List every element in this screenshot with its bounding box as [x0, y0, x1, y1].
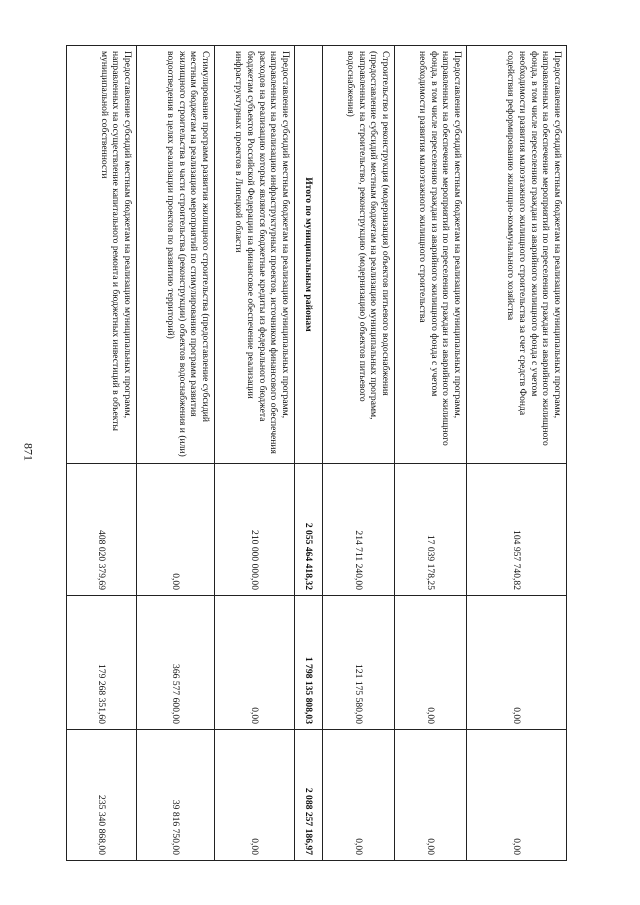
row-description: Предоставление субсидий местным бюджетам на реализацию муниципальных программ, направленных на обеспечение мероприятий по переселению граждан из аварийного жилищного фонда, в том числе переселению граждан из аварийного жилищного фонда с учетом необходимости развития малоэтажного жилищного строительства за счет средств Фонда содействия реформированию жилищно-коммунального хозяйства — [467, 46, 567, 464]
row-value-2: 121 175 580,00 — [323, 596, 395, 730]
row-value-2: 0,00 — [395, 596, 467, 730]
row-value-3: 0,00 — [467, 730, 567, 861]
row-description: Стимулирование программ развития жилищного строительства (предоставление субсидий местным бюджетам на реализацию мероприятий по стимулированию программ развития жилищного строительства в части строительства (реконструкции) объектов водоснабжения и (или) водоотведения в целях реализации проектов по развитию территорий) — [137, 46, 215, 464]
table-row — [323, 46, 395, 861]
row-value-3: 0,00 — [323, 730, 395, 861]
table-row — [395, 46, 467, 861]
budget-table-body — [67, 46, 567, 861]
row-description: Предоставление субсидий местным бюджетам на реализацию муниципальных программ, направленных на реализацию инфраструктурных проектов, источником финансового обеспечения расходов на реализацию которых являются бюджетные кредиты из федерального бюджета бюджетам субъектов Российской Федерации на финансовое обеспечение реализации инфраструктурных проектов в Липецкой области — [215, 46, 295, 464]
row-value-1: 0,00 — [137, 464, 215, 596]
page-number: 871 — [21, 443, 36, 461]
row-value-1: 104 957 740,82 — [467, 464, 567, 596]
row-value-2: 0,00 — [467, 596, 567, 730]
rotated-table-container — [67, 45, 567, 860]
table-row — [137, 46, 215, 861]
row-value-1: 2 055 464 418,32 — [295, 464, 323, 596]
row-value-3: 235 340 868,00 — [67, 730, 137, 861]
budget-table — [66, 45, 567, 861]
row-value-2: 179 268 351,60 — [67, 596, 137, 730]
row-value-2: 366 577 600,00 — [137, 596, 215, 730]
row-value-3: 0,00 — [215, 730, 295, 861]
row-description: Итого по муниципальным районам — [295, 46, 323, 464]
row-description: Предоставление субсидий местным бюджетам на реализацию муниципальных программ, направленных на осуществление капитального ремонта и бюджетных инвестиций в объекты муниципальной собственности — [67, 46, 137, 464]
table-row — [215, 46, 295, 861]
row-value-3: 0,00 — [395, 730, 467, 861]
row-description: Строительство и реконструкция (модернизация) объектов питьевого водоснабжения (предоставление субсидий местным бюджетам на реализацию муниципальных программ, направленных на строительство, реконструкцию (модернизацию) объектов питьевого водоснабжения) — [323, 46, 395, 464]
table-row — [67, 46, 137, 861]
row-value-1: 408 020 379,69 — [67, 464, 137, 596]
row-value-3: 2 088 257 186,97 — [295, 730, 323, 861]
row-description: Предоставление субсидий местным бюджетам на реализацию муниципальных программ, направленных на обеспечение мероприятий по переселению граждан из аварийного жилищного фонда, в том числе переселению граждан из аварийного жилищного фонда с учетом необходимости развития малоэтажного жилищного строительства — [395, 46, 467, 464]
row-value-2: 0,00 — [215, 596, 295, 730]
row-value-3: 39 816 750,00 — [137, 730, 215, 861]
row-value-1: 17 039 178,25 — [395, 464, 467, 596]
table-row — [467, 46, 567, 861]
row-value-1: 210 000 000,00 — [215, 464, 295, 596]
row-value-1: 214 711 240,00 — [323, 464, 395, 596]
row-value-2: 1 798 135 808,03 — [295, 596, 323, 730]
total-row — [295, 46, 323, 861]
